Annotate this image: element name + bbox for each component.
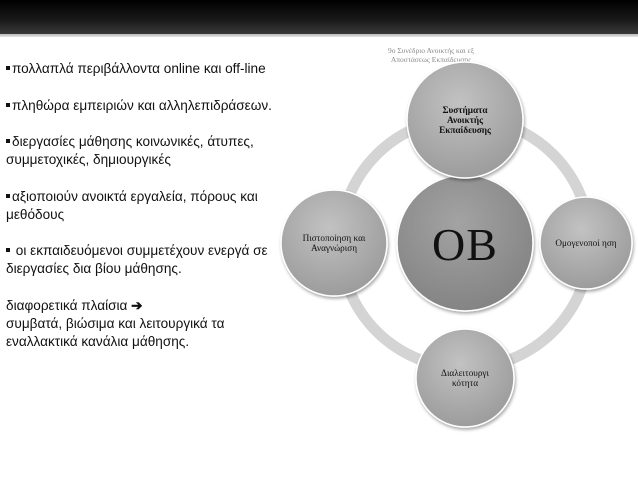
bullet-text: πληθώρα εμπειριών και αλληλεπιδράσεων. [12, 97, 272, 113]
bullet-text: διεργασίες μάθησης κοινωνικές, άτυπες, συμμετοχικές, δημιουργικές [6, 134, 254, 167]
node-right-label: Ομογενοποί ηση [555, 238, 617, 248]
conference-note: 9ο Συνέδριο Ανοικτής και εξ Αποστάσεως Εκπαίδευσης [387, 46, 475, 64]
closing-line-1: διαφορετικά πλαίσια [6, 297, 128, 313]
node-top-label: Συστήματα Ανοικτής Εκπαίδευσης [439, 105, 491, 135]
node-left-label: Πιστοποίηση και Αναγνώριση [302, 233, 366, 253]
closing-line-2: συμβατά, βιώσιμα και λειτουργικά τα εναλλακτικά κανάλια μάθησης. [6, 315, 225, 349]
bullet-text: πολλαπλά περιβάλλοντα online και off-line [12, 61, 266, 76]
right-arrow-icon: ➔ [131, 297, 143, 313]
bullet-text: οι εκπαιδευόμενοι συμμετέχουν ενεργά σε διεργασίες δια βίου μάθησης. [6, 243, 268, 276]
node-bottom-label: Διαλειτουργι κότητα [441, 368, 489, 388]
bullet-text: αξιοποιούν ανοικτά εργαλεία, πόρους και μεθόδους [6, 188, 258, 222]
center-label: ΟΒ [432, 218, 498, 270]
